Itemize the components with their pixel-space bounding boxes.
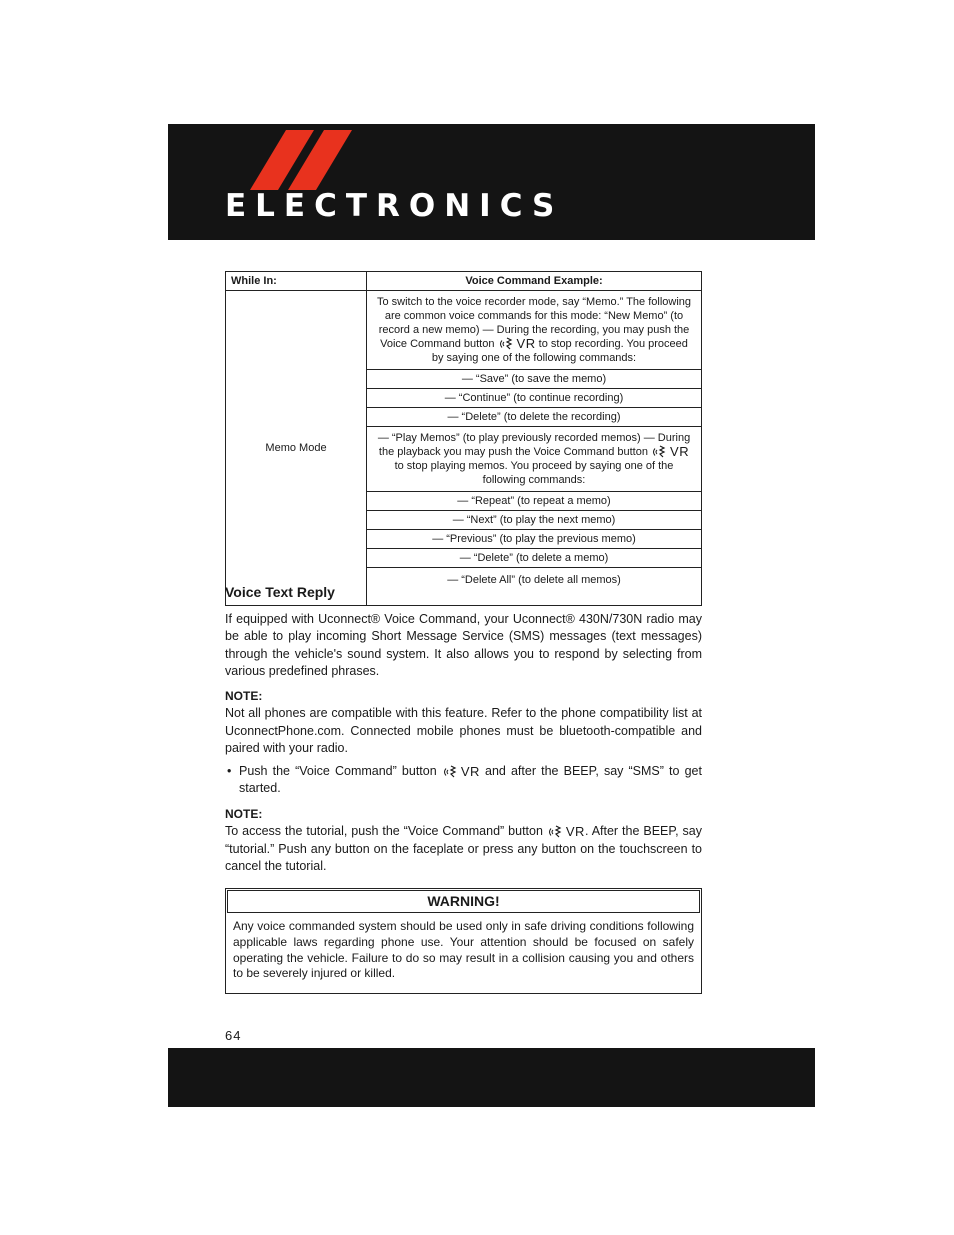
voice-command-icon (651, 445, 667, 459)
twin-stripes-logo-icon (250, 130, 360, 190)
bullet-icon: • (227, 764, 232, 778)
note-text-after: . After the BEEP, say “tutorial.” Push any button on the faceplate or press any button on the touchscreen to cancel the tutorial. (225, 824, 702, 873)
play-text-after: to stop playing memos. You proceed by saying one of the following commands: (394, 460, 674, 487)
vr-label: VR (516, 336, 536, 352)
command-cell: — “Delete” (to delete the recording) (367, 408, 702, 427)
voice-command-icon (547, 825, 563, 839)
intro-text-before: To switch to the voice recorder mode, say “Memo.” The following are common voice commands for this mode: “New Memo” (to record a new memo) — During the recording, you may push the Voice Command button (376, 296, 692, 350)
note-label: NOTE: (225, 807, 263, 821)
col-header-voice-command: Voice Command Example: (367, 272, 702, 291)
col-header-while-in: While In: (226, 272, 367, 291)
bullet-text-after: and after the BEEP, say “SMS” to get started. (239, 764, 702, 796)
voice-command-button-inline (442, 763, 480, 780)
note-text: Not all phones are compatible with this feature. Refer to the phone compatibility list at UconnectPhone.com. Connected mobile phones must be bluetooth-compatible and paired with your radio. (225, 706, 702, 755)
bullet-text-before: Push the “Voice Command” button (239, 764, 437, 778)
voice-command-button-inline (651, 445, 689, 459)
note-2 (225, 806, 702, 875)
note-label: NOTE: (225, 689, 263, 703)
note-text (225, 823, 702, 875)
warning-title: WARNING! (227, 890, 700, 913)
section-heading: Voice Text Reply (225, 584, 335, 600)
mode-cell: Memo Mode (226, 291, 367, 606)
vr-label: VR (670, 444, 690, 460)
voice-command-button-inline (498, 337, 536, 351)
command-cell: — “Previous” (to play the previous memo) (367, 530, 702, 549)
command-cell: — “Next” (to play the next memo) (367, 511, 702, 530)
section-title: ELECTRONICS (225, 188, 564, 224)
command-cell: — “Continue” (to continue recording) (367, 389, 702, 408)
note-1 (225, 688, 702, 757)
intro-text-after: to stop recording. You proceed by saying one of the following commands: (431, 338, 688, 365)
warning-text: Any voice commanded system should be used only in safe driving conditions following applicable laws regarding phone use. Your attention should be focused on safely operating the vehicle. Failure to do so may result in a collision causing you and others to be severely injured or killed. (233, 919, 694, 981)
footer-band (168, 1048, 815, 1107)
command-cell: — “Delete All” (to delete all memos) (367, 568, 702, 606)
intro-paragraph: If equipped with Uconnect® Voice Command, your Uconnect® 430N/730N radio may be able to play incoming Short Message Service (SMS) messages (text messages) through the vehicle's sound system. It also allows you to respond by selecting from various predefined phrases. (225, 612, 702, 678)
vr-label: VR (565, 824, 585, 840)
intro-cell (367, 291, 702, 370)
voice-command-button-inline (547, 823, 585, 840)
header-band (168, 124, 815, 240)
command-cell: — “Save” (to save the memo) (367, 370, 702, 389)
bullet-text (239, 763, 702, 798)
voice-command-icon (442, 765, 458, 779)
warning-box (225, 888, 702, 994)
note-text-before: To access the tutorial, push the “Voice Command” button (225, 824, 543, 839)
voice-command-icon (498, 337, 514, 351)
bullet-item (225, 763, 702, 798)
command-cell: — “Delete” (to delete a memo) (367, 549, 702, 568)
table-row (226, 291, 702, 370)
vr-label: VR (460, 764, 480, 780)
page-number: 64 (225, 1028, 242, 1043)
play-text-before: — “Play Memos” (to play previously recorded memos) — During the playback you may push the Voice Command button (377, 432, 691, 459)
command-cell: — “Repeat” (to repeat a memo) (367, 492, 702, 511)
play-cell (367, 427, 702, 492)
table-header-row (226, 272, 702, 291)
voice-command-table (225, 271, 702, 606)
